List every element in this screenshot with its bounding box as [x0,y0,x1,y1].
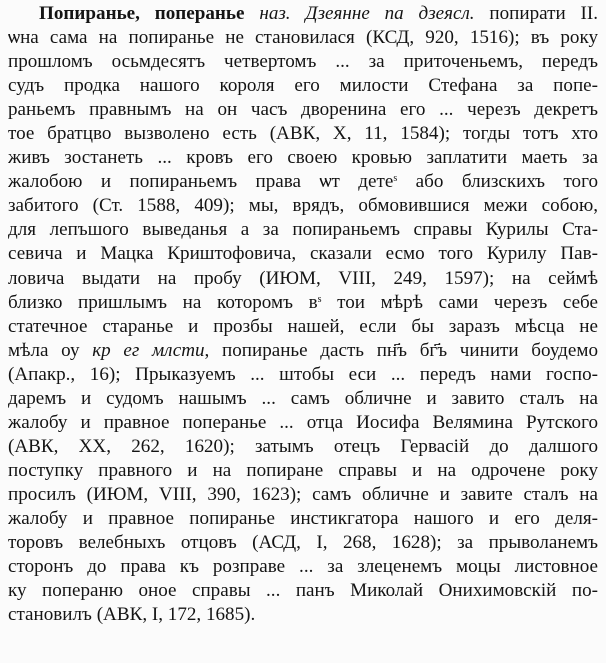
definition-reference: попирати II. [474,3,598,24]
entry-line-part: мѣла оу [8,339,93,361]
entry-line: раньемъ правнымъ на он часъ дворенина его ... черезъ декретъ [8,99,598,121]
entry-line: просилъ (ИЮМ, VIII, 390, 1623); самъ обличне и завите сталъ на [8,483,598,505]
entry-line-part: жалобою и попираньемъ права ѡт дете [8,171,394,193]
entry-line [8,291,598,315]
entry-line-part: тои мѣрѣ сами черезъ себе [321,291,598,313]
entry-line: ку попераню оное справы ... панъ Миколай Онихимовскій по- [8,580,598,602]
entry-line: прошломъ осьмдесятъ четвертомъ ... за приточеньемъ, передъ [8,51,598,73]
entry-line: статечное старанье и прозбы нашей, если бы заразъ мѣсца не [8,315,598,337]
dictionary-entry [8,2,598,627]
entry-line: для лепъшого выведанья а за попираньемъ справы Курилы Ста- [8,219,598,241]
entry-line-part: , попиранье дасть пн҃ъ бг҃ъ чинити боудемо [204,339,598,361]
definition: Дзеянне па дзеясл. [305,3,475,24]
entry-line [8,339,598,363]
entry-line-1 [8,2,598,26]
entry-line: (АВК, XX, 262, 1620); затымъ отецъ Гервасій до далшого [8,435,598,457]
entry-line: тое братцво вызволено есть (АВК, X, 11, 1584); тогды тотъ хто [8,123,598,145]
entry-line-part: або близскихъ того [397,171,598,193]
entry-line: даремъ и судомъ нашымъ ... самъ обличне и завито сталъ на [8,387,598,409]
entry-line: ѡна сама на попиранье не становилася (КСД, 920, 1516); въ року [8,27,598,49]
entry-line: жалобу и правное поперанье ... отца Иосифа Велямина Рутского [8,411,598,433]
entry-line: сторонъ до права къ розправе ... за злеценемъ моцы листовное [8,556,598,578]
headword: Попиранье, поперанье [39,3,245,24]
entry-line: торовъ велебныхъ отцовъ (АСД, I, 268, 1628); за прыволанемъ [8,532,598,554]
entry-line-part: близко пришлымъ на которомъ в [8,291,318,313]
entry-line: живъ зостанеть ... кровъ его своею кровью заплатити маеть за [8,147,598,169]
superscript: s [393,173,398,185]
entry-line: поступку правного и на попиране справы и на одрочене року [8,459,598,481]
entry-line [8,170,598,194]
entry-line: (Апакр., 16); Прыказуемъ ... штобы еси ... передъ нами госпо- [8,363,598,385]
entry-line: забитого (Ст. 1588, 409); мы, врядъ, обмовившися межи собою, [8,195,598,217]
entry-line: жалобу и правное попиранье инстикгатора нашого и его деля- [8,507,598,529]
entry-line: судъ продка нашого короля его милости Стефана за попе- [8,75,598,97]
entry-line: становилъ (АВК, I, 172, 1685). [8,604,256,626]
superscript: s [317,293,322,305]
entry-line: севича и Мацка Криштофовича, сказали есмо того Курилу Пав- [8,243,598,265]
grammar-label: наз. [259,3,291,24]
italic-abbreviation: кр ег млсти [92,339,205,361]
entry-line: ловича выдати на пробу (ИЮМ, VIII, 249, 1597); на сеймѣ [8,267,598,289]
